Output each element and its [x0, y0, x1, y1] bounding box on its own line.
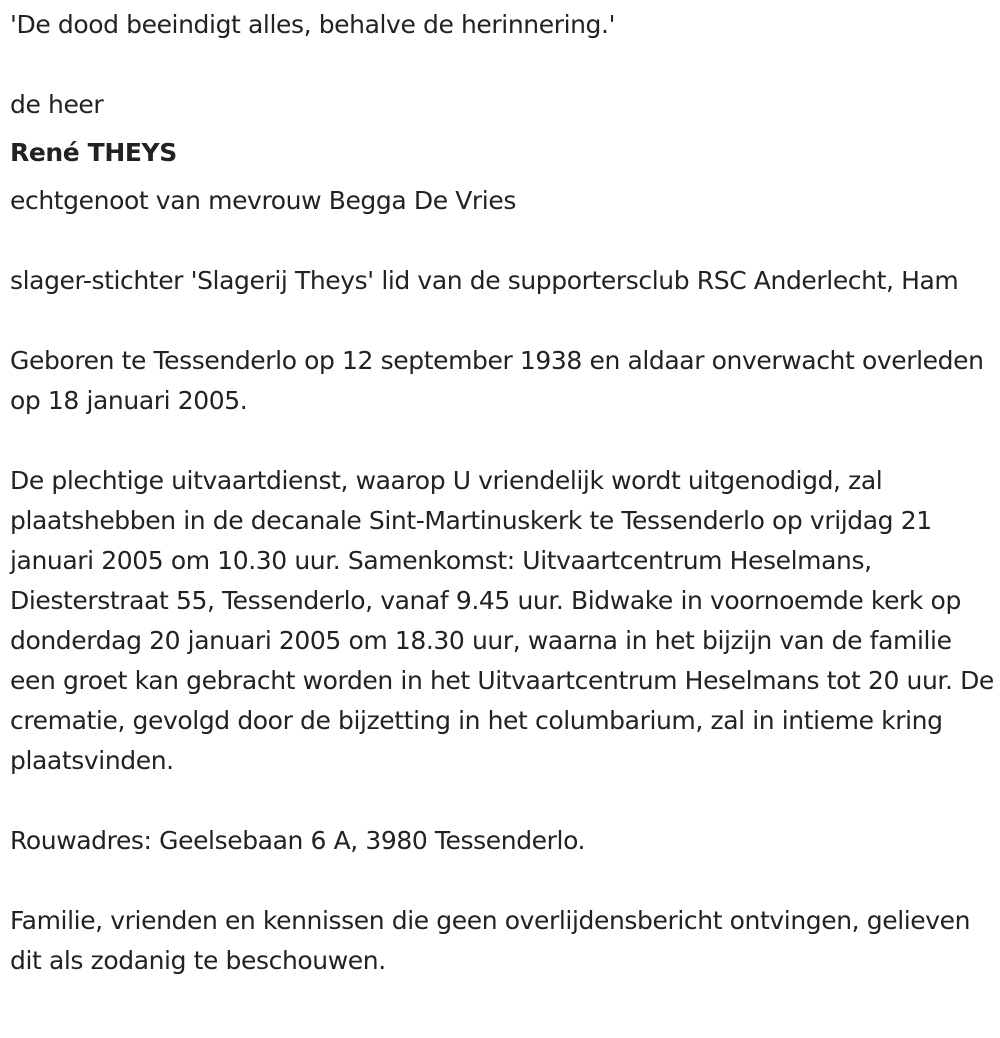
spacer [10, 421, 995, 461]
spouse-line: echtgenoot van mevrouw Begga De Vries [10, 186, 516, 215]
title-prefix: de heer [10, 90, 104, 119]
birth-death-paragraph: Geboren te Tessenderlo op 12 september 1938 en aldaar onverwacht overleden op 18 januari 2005. [10, 346, 984, 415]
spacer [10, 173, 995, 181]
spacer [10, 125, 995, 133]
spacer [10, 221, 995, 261]
closing-paragraph: Familie, vrienden en kennissen die geen overlijdensbericht ontvingen, gelieven dit als zodanig te beschouwen. [10, 906, 971, 975]
memorial-quote: 'De dood beeindigt alles, behalve de herinnering.' [10, 10, 616, 39]
obituary-document [10, 5, 995, 981]
deceased-name: René THEYS [10, 138, 177, 167]
occupation-paragraph: slager-stichter 'Slagerij Theys' lid van de supportersclub RSC Anderlecht, Ham [10, 266, 959, 295]
spacer [10, 45, 995, 85]
spacer [10, 301, 995, 341]
ceremony-paragraph: De plechtige uitvaartdienst, waarop U vriendelijk wordt uitgenodigd, zal plaatshebben in de decanale Sint-Martinuskerk te Tessenderlo op vrijdag 21 januari 2005 om 10.30 uur. Samenkomst: Uitvaartcentrum Heselmans, Diesterstraat 55, Tessenderlo, vanaf 9.45 uur. Bidwake in voornoemde kerk op donderdag 20 januari 2005 om 18.30 uur, waarna in het bijzijn van de familie een groet kan gebracht worden in het Uitvaartcentrum Heselmans tot 20 uur. De crematie, gevolgd door de bijzetting in het columbarium, zal in intieme kring plaatsvinden. [10, 466, 994, 775]
spacer [10, 861, 995, 901]
spacer [10, 781, 995, 821]
address-paragraph: Rouwadres: Geelsebaan 6 A, 3980 Tessenderlo. [10, 826, 586, 855]
